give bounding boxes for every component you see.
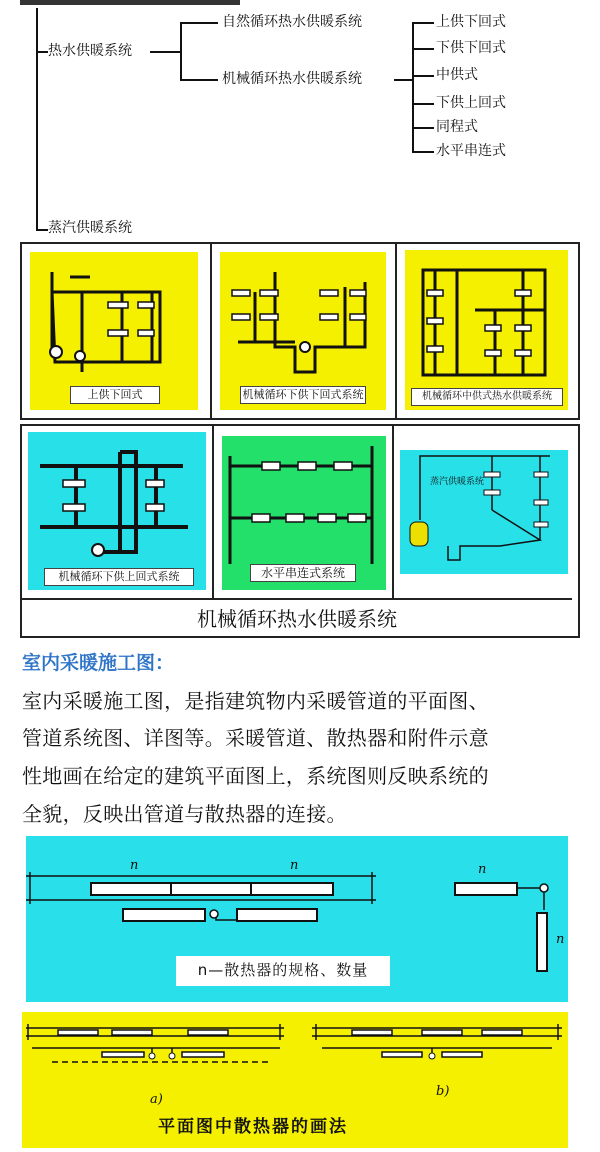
tree-branch [412, 151, 434, 153]
tree-type-2: 下供下回式 [436, 40, 506, 56]
panel-caption: 蒸汽供暖系统 [430, 477, 485, 487]
tree-natural-label: 自然循环热水供暖系统 [222, 14, 362, 30]
figure-label-a: a) [150, 1092, 163, 1107]
tree-type-1: 上供下回式 [436, 14, 506, 30]
system-schematic [28, 432, 206, 590]
tree-trunk [36, 8, 38, 230]
tree-branch [394, 79, 412, 81]
radiator-drawing-method-figure [22, 1012, 568, 1148]
tree-branch [412, 75, 434, 77]
figure-label-b: b) [436, 1084, 450, 1099]
paragraph-line-2: 管道系统图、详图等。采暖管道、散热器和附件示意 [22, 726, 489, 750]
divider [210, 242, 212, 418]
panel-caption: 机械循环下供上回式系统 [44, 568, 194, 586]
paragraph-line-3: 性地画在给定的建筑平面图上，系统图则反映系统的 [22, 764, 489, 788]
panel-mech-lower-supply-lower-return [220, 252, 386, 410]
tree-steam-label: 蒸汽供暖系统 [48, 220, 132, 236]
tree-type-5: 同程式 [436, 119, 478, 135]
tree-branch [36, 229, 48, 231]
tree-root-label: 热水供暖系统 [48, 43, 132, 59]
radiator-symbol [454, 882, 518, 896]
radiator-symbol [236, 908, 318, 922]
n-label: n [556, 932, 565, 947]
tree-branch [412, 22, 434, 24]
divider [212, 424, 214, 598]
tree-branch [150, 51, 180, 53]
panel-caption: 机械循环下供下回式系统 [240, 386, 366, 404]
mechanical-system-caption: 机械循环热水供暖系统 [22, 598, 572, 638]
n-label: n [290, 858, 299, 873]
panel-mech-lower-supply-upper-return [28, 432, 206, 590]
tree-branch [412, 103, 434, 105]
tree-type-6: 水平串连式 [436, 143, 506, 159]
paragraph-line-4: 全貌，反映出管道与散热器的连接。 [22, 802, 347, 826]
radiator-symbol [170, 882, 254, 896]
divider [392, 424, 394, 598]
radiator-symbol [250, 882, 334, 896]
divider [395, 242, 397, 418]
panel-upper-supply-lower-return [30, 252, 198, 410]
radiator-symbol [90, 882, 174, 896]
panel-mech-middle-supply [405, 250, 568, 410]
panel-caption: 水平串连式系统 [250, 564, 356, 582]
figure-caption: 平面图中散热器的画法 [158, 1117, 348, 1137]
tree-mechanical-label: 机械循环热水供暖系统 [222, 71, 362, 87]
tree-branch [180, 22, 182, 80]
tree-type-4: 下供上回式 [436, 95, 506, 111]
system-schematic [400, 450, 568, 574]
tree-branch [412, 48, 434, 50]
cropped-heading [20, 0, 240, 5]
tree-branch [412, 127, 434, 129]
radiator-symbol-vertical [536, 912, 548, 972]
radiator-symbol [122, 908, 206, 922]
system-schematic [405, 250, 568, 410]
radiator-plan-figure [26, 836, 568, 1002]
panel-horizontal-series [222, 436, 386, 590]
note-box: n—散热器的规格、数量 [176, 956, 390, 986]
panel-steam-heating [400, 450, 568, 574]
section-heading: 室内采暖施工图： [22, 652, 175, 674]
n-label: n [478, 862, 487, 877]
paragraph-line-1: 室内采暖施工图，是指建筑物内采暖管道的平面图、 [22, 689, 489, 713]
tree-branch [412, 22, 414, 152]
panel-caption: 机械循环中供式热水供暖系统 [411, 388, 563, 406]
tree-type-3: 中供式 [436, 67, 478, 83]
tree-branch [36, 51, 48, 53]
tree-branch [180, 79, 218, 81]
n-label: n [130, 858, 139, 873]
tree-branch [180, 22, 218, 24]
panel-caption: 上供下回式 [70, 386, 160, 404]
